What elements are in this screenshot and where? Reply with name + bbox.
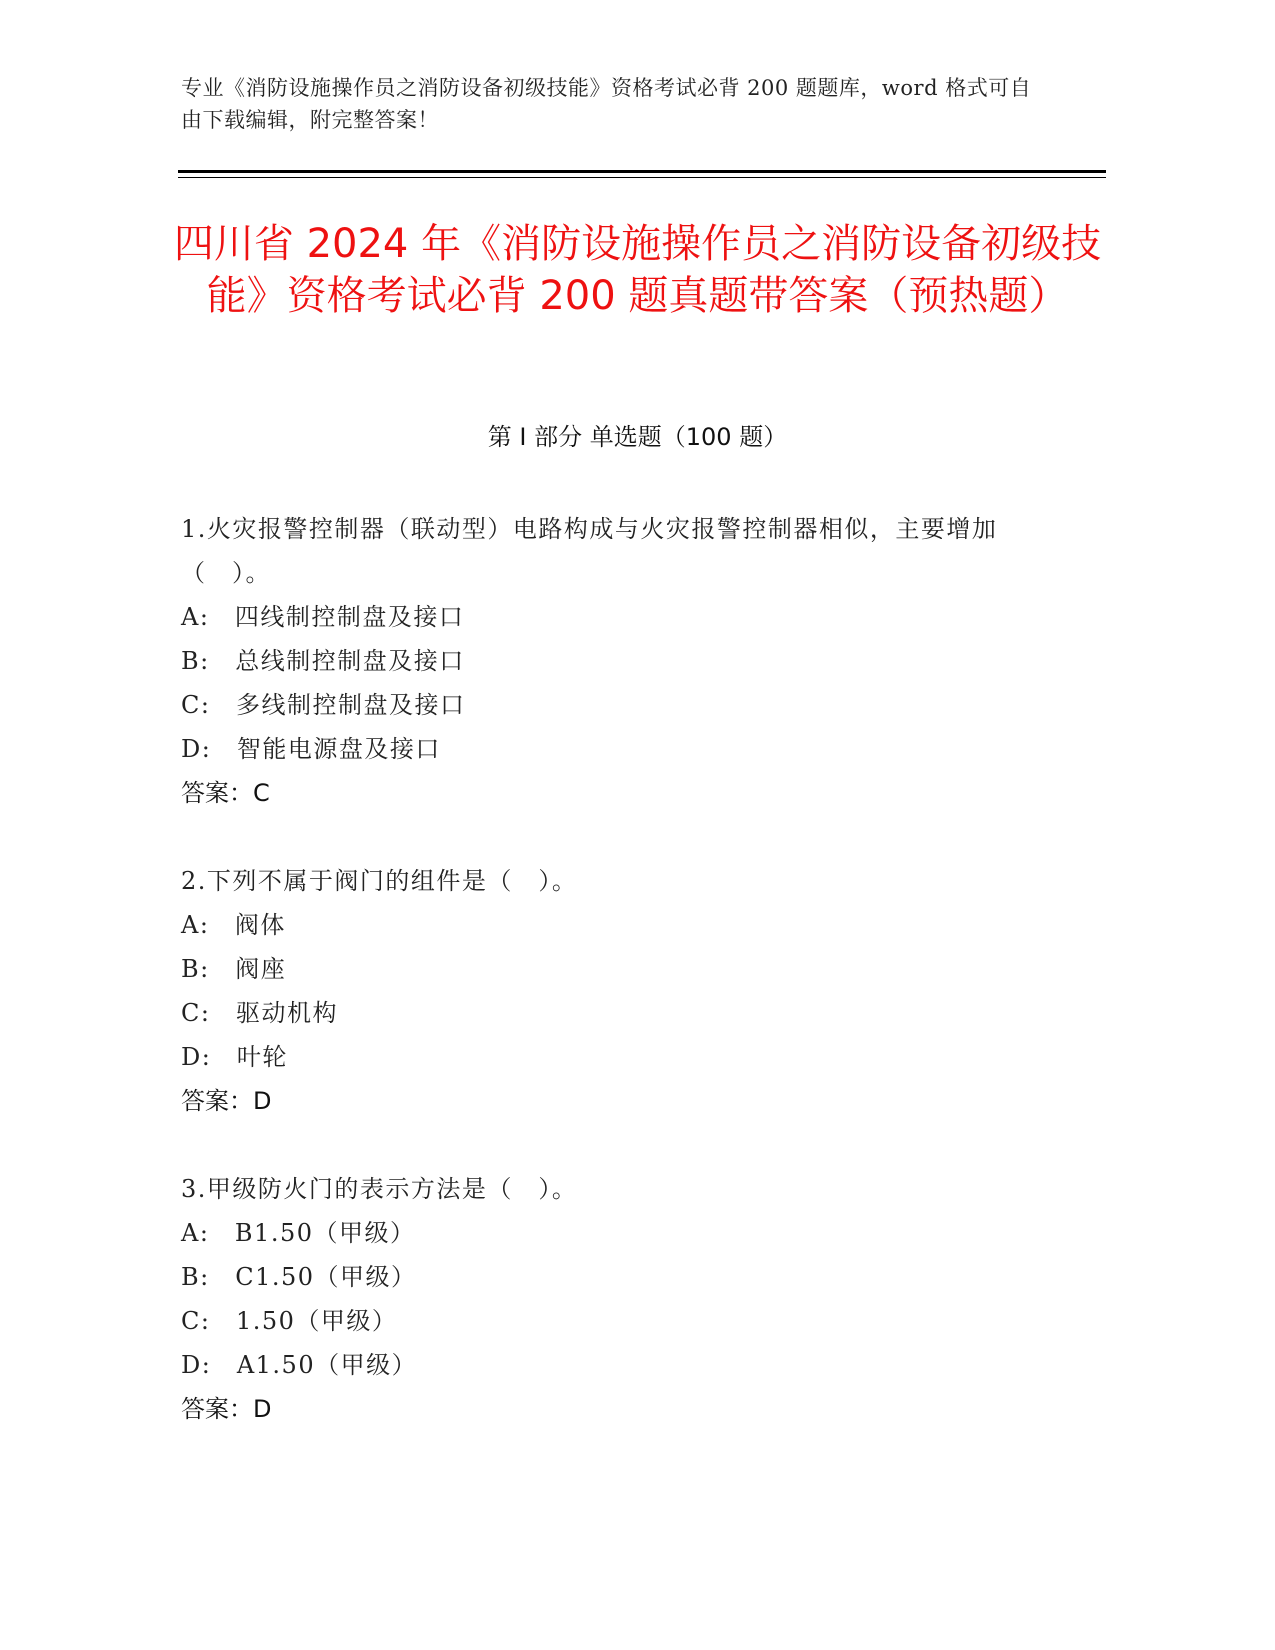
option-d: D: A1.50（甲级）: [181, 1351, 418, 1379]
option-b: B: 总线制控制盘及接口: [181, 647, 465, 675]
question-stem: 3.甲级防火门的表示方法是（ ）。: [181, 1175, 578, 1203]
option-a: A: 阀体: [181, 911, 286, 939]
question-3: [181, 1167, 1041, 1431]
question-stem: 2.下列不属于阀门的组件是（ ）。: [181, 867, 578, 895]
option-c: C: 1.50（甲级）: [181, 1307, 398, 1335]
header-note: 专业《消防设施操作员之消防设备初级技能》资格考试必背 200 题题库，word 格式可自由下载编辑，附完整答案！: [181, 76, 1032, 132]
question-stem: 1.火灾报警控制器（联动型）电路构成与火灾报警控制器相似，主要增加（ ）。: [181, 515, 998, 587]
question-answer: 答案：D: [181, 1395, 272, 1423]
header-rule-thin: [178, 177, 1106, 178]
header-rule-thick: [178, 170, 1106, 173]
question-1: [181, 507, 1041, 815]
question-2: [181, 859, 1041, 1123]
section-heading: 第 I 部分 单选题（100 题）: [487, 423, 788, 451]
option-d: D: 智能电源盘及接口: [181, 735, 441, 763]
option-c: C: 驱动机构: [181, 999, 338, 1027]
option-a: A: 四线制控制盘及接口: [181, 603, 465, 631]
option-b: B: C1.50（甲级）: [181, 1263, 417, 1291]
question-answer: 答案：D: [181, 1087, 272, 1115]
option-a: A: B1.50（甲级）: [181, 1219, 416, 1247]
question-answer: 答案：C: [181, 779, 270, 807]
option-d: D: 叶轮: [181, 1043, 288, 1071]
question-list: [181, 507, 1041, 1475]
document-title: 四川省 2024 年《消防设施操作员之消防设备初级技能》资格考试必背 200 题真题带答案（预热题）: [173, 221, 1102, 319]
option-c: C: 多线制控制盘及接口: [181, 691, 466, 719]
option-b: B: 阀座: [181, 955, 287, 983]
